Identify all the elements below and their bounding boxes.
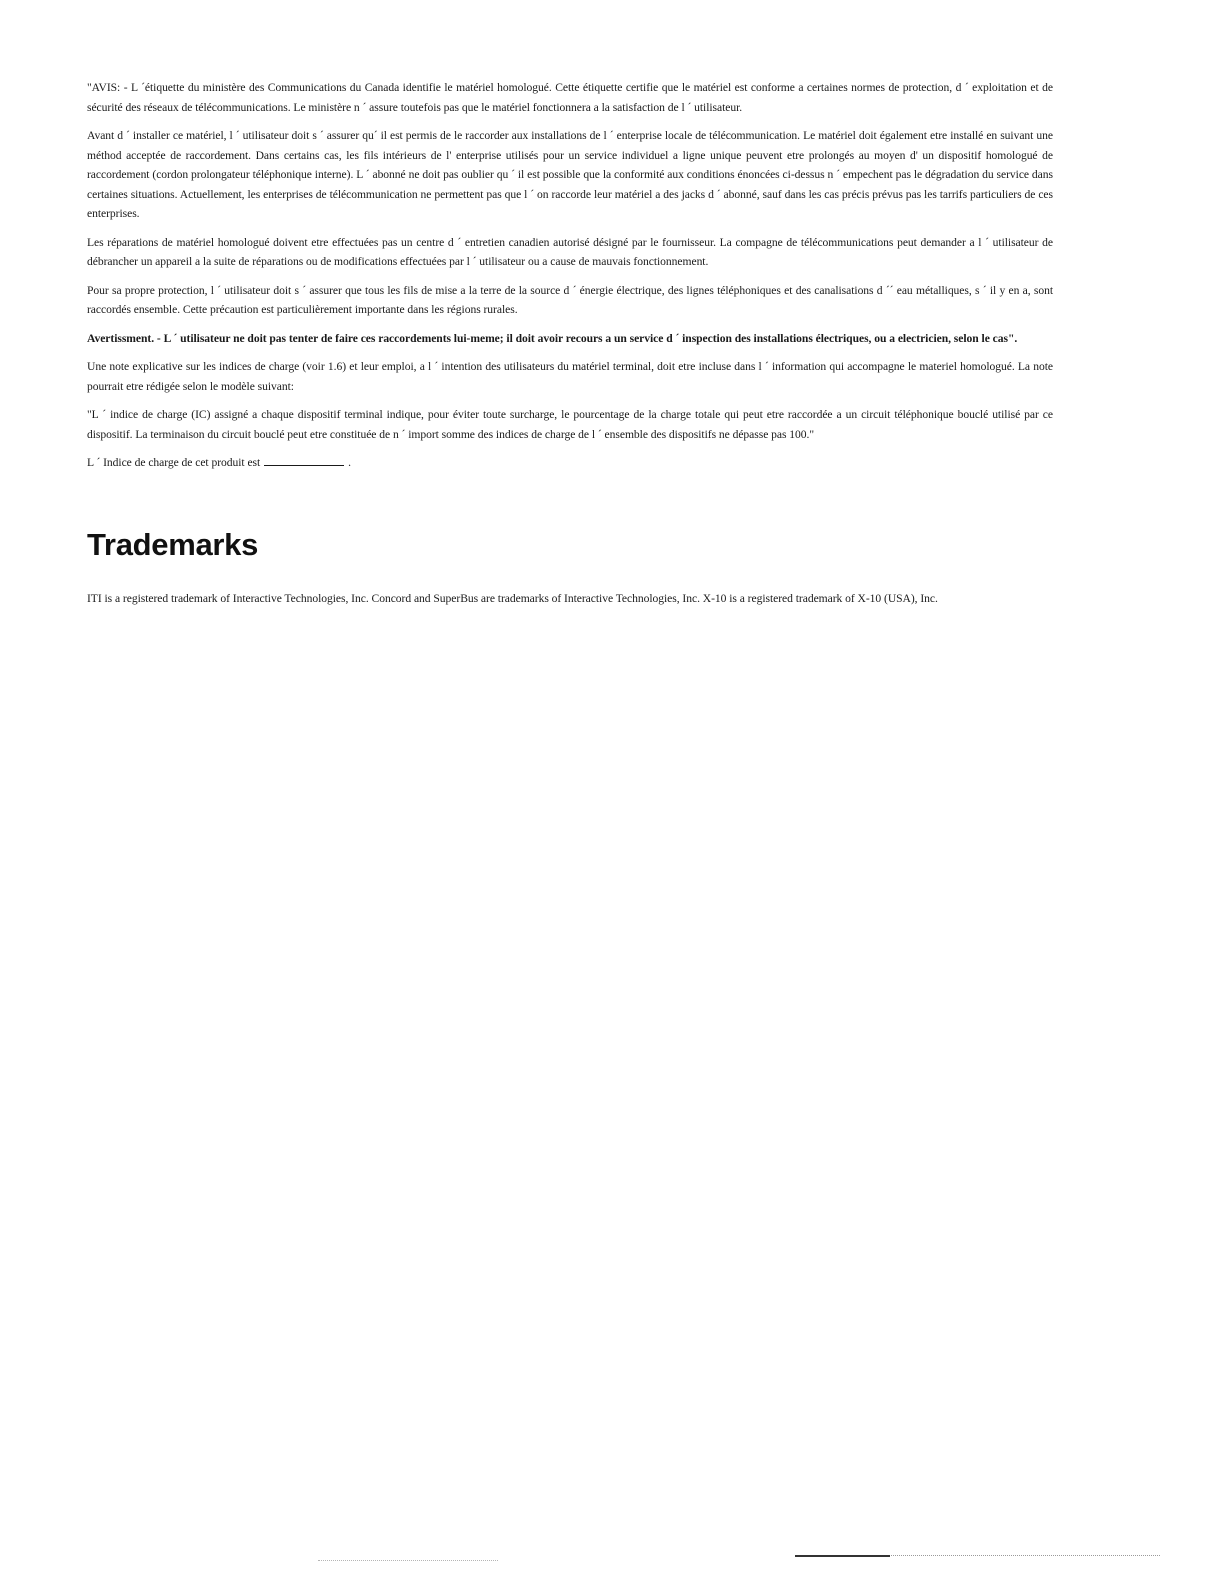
charge-index-period: .	[348, 456, 352, 469]
trademarks-paragraph: ITI is a registered trademark of Interactive Technologies, Inc. Concord and SuperBus are trademarks of Interactive Technologies, Inc. X-10 is a registered trademark of X-10 (USA), Inc.	[87, 591, 938, 605]
repairs-paragraph: Les réparations de matériel homologué doivent etre effectuées pas un centre d ´ entretien canadien autorisé désigné par le fournisseur. La compagne de télécommunications peut demander a l ´ utilisateur de débrancher un appareil a la suite de réparations ou de modifications effectuées par l ´ utilisateur ou a cause de mauvais fonctionnement.	[87, 235, 1053, 268]
footer-scan-dots	[318, 1560, 498, 1561]
charge-index-label: L ´ Indice de charge de cet produit est	[87, 456, 261, 469]
warning-paragraph: Avertissment. - L ´ utilisateur ne doit pas tenter de faire ces raccordements lui-meme; il doit avoir recours a un service d ´ inspection des installations électriques, ou a electricien, selon le cas".	[87, 331, 1018, 345]
explanatory-note-paragraph: Une note explicative sur les indices de charge (voir 1.6) et leur emploi, a l ´ intention des utilisateurs du matériel terminal, doit etre incluse dans l ´ information qui accompagne le materiel homologué. La note pourrait etre rédigée selon le modèle suivant:	[87, 360, 1053, 393]
charge-index-blank	[264, 453, 344, 466]
avis-paragraph: "AVIS: - L ´étiquette du ministère des Communications du Canada identifie le matériel homologué. Cette étiquette certifie que le matériel est conforme a certaines normes de protection, d ´ exploitation et de sécurité des réseaux de télécommunications. Le ministère n ´ assure toutefois pas que le matériel fonctionnera a la satisfaction de l ´ utilisateur.	[87, 81, 1053, 114]
installation-paragraph: Avant d ´ installer ce matériel, l ´ utilisateur doit s ´ assurer qu´ il est permis de le raccorder aux installations de l ´ enterprise locale de télécommunication. Le matériel doit également etre installé en suivant une méthod acceptée de raccordement. Dans certains cas, les fils intérieurs de l' enterprise utilisés pour un service individuel a ligne unique peuvent etre prolongés au moyen d' un dispositif homologué de raccordement (cordon prolongateur téléphonique interne). L ´ abonné ne doit pas oublier qu ´ il est possible que la conformité aux conditions énoncées ci-dessus n ´ empechent pas le dégradation du service dans certaines situations. Actuellement, les enterprises de télécommunication ne permettent pas que l ´ on raccorde leur matériel a des jacks d ´ abonné, sauf dans les cas précis prévus pas les tarrifs particuliers de ces enterprises.	[87, 129, 1053, 220]
trademarks-heading: Trademarks	[87, 526, 259, 562]
charge-index-line	[87, 453, 1053, 473]
grounding-paragraph: Pour sa propre protection, l ´ utilisateur doit s ´ assurer que tous les fils de mise a la terre de la source d ´ énergie électrique, des lignes téléphoniques et des canalisations d ´´ eau métalliques, s ´ il y en a, sont raccordés ensemble. Cette précaution est particulièrement importante dans les régions rurales.	[87, 283, 1053, 316]
footer-rule-accent	[795, 1555, 890, 1557]
charge-index-quote-paragraph: "L ´ indice de charge (IC) assigné a chaque dispositif terminal indique, pour éviter toute surcharge, le pourcentage de la charge totale qui peut etre raccordée a un circuit téléphonique bouclé utilisé par ce dispositif. La terminaison du circuit bouclé peut etre constituée de n ´ import somme des indices de charge de l ´ ensemble des dispositifs ne dépasse pas 100."	[87, 408, 1053, 441]
document-page	[87, 78, 1053, 617]
